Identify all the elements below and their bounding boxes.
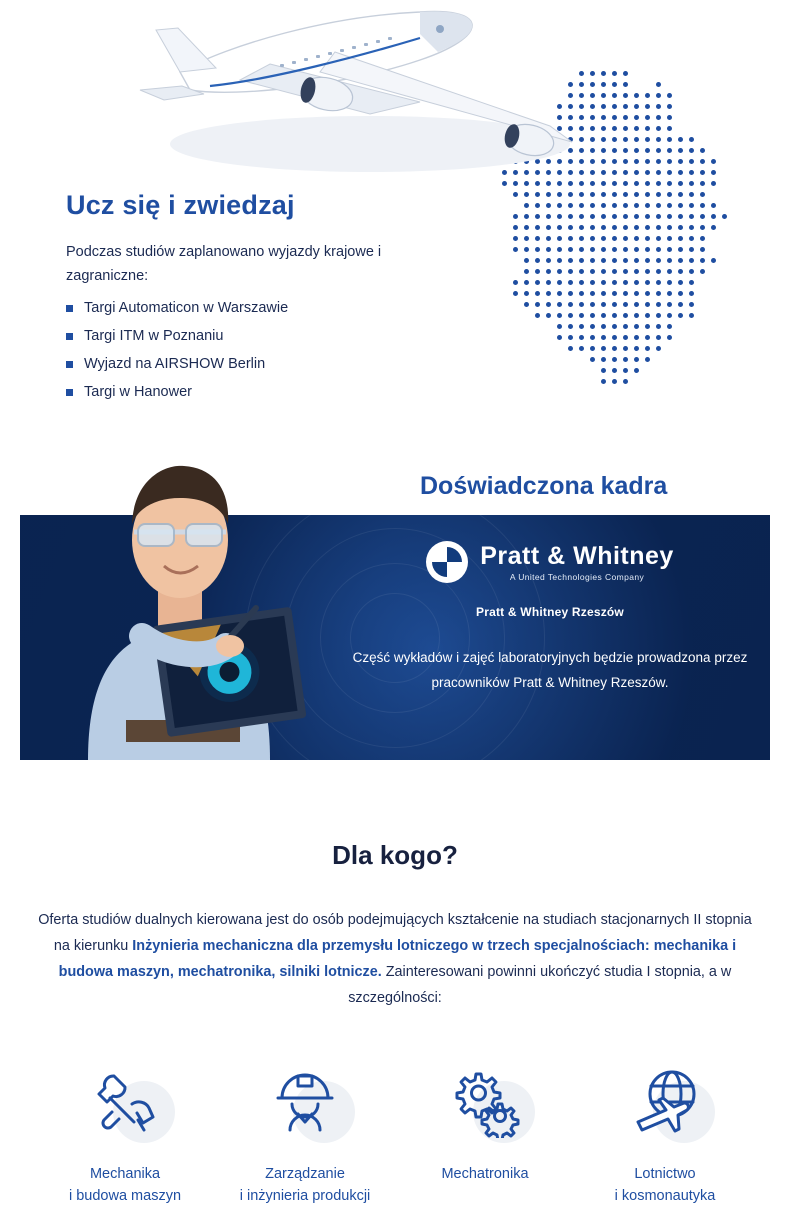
list-item (66, 380, 288, 405)
field-label-line1: Mechatronika (441, 1166, 529, 1182)
target-text-bold: Inżynieria mechaniczna dla przemysłu lotniczego w trzech specjalnościach: mechanika i budowa maszyn, mechatronika, silniki lotnicze. (58, 938, 737, 980)
field-label (225, 1163, 385, 1207)
field-item-lotnictwo (585, 1053, 745, 1207)
instructor-photo (30, 420, 330, 760)
bullet-icon (66, 333, 73, 340)
travel-heading: Ucz się i zwiedzaj (66, 190, 295, 220)
bullet-icon (66, 361, 73, 368)
field-label (585, 1163, 745, 1207)
bullet-icon (66, 305, 73, 312)
plane-globe-icon (628, 1064, 702, 1138)
field-label (405, 1163, 565, 1185)
icon-box (585, 1053, 745, 1149)
list-item-label: Wyjazd na AIRSHOW Berlin (84, 356, 266, 372)
travel-list (66, 296, 288, 408)
pratt-whitney-subtitle: Pratt & Whitney Rzeszów (476, 605, 624, 619)
travel-subtitle: Podczas studiów zaplanowano wyjazdy krajowe i zagraniczne: (66, 244, 382, 284)
target-description (30, 907, 760, 1011)
list-item-label: Targi ITM w Poznaniu (84, 328, 224, 344)
list-item-label: Targi w Hanower (84, 384, 192, 400)
pratt-whitney-name: Pratt & Whitney (480, 541, 674, 570)
list-item-label: Targi Automaticon w Warszawie (84, 300, 289, 316)
field-item-mechatronika (405, 1053, 565, 1207)
icon-box (45, 1053, 205, 1149)
gears-icon (448, 1064, 522, 1138)
list-item (66, 324, 288, 349)
staff-heading: Doświadczona kadra (420, 472, 668, 500)
icon-box (225, 1053, 385, 1149)
travel-section (0, 0, 790, 420)
wrench-hand-icon (88, 1064, 162, 1138)
field-label (45, 1163, 205, 1207)
engineer-helmet-icon (268, 1064, 342, 1138)
field-item-zarzadzanie (225, 1053, 385, 1207)
field-label-line1: Lotnictwo (634, 1166, 696, 1182)
bullet-icon (66, 389, 73, 396)
field-label-line1: Zarządzanie (265, 1166, 345, 1182)
field-label-line1: Mechanika (89, 1166, 161, 1182)
list-item (66, 352, 288, 377)
field-label-line2: i budowa maszyn (68, 1188, 182, 1204)
target-text-part1: Oferta studiów dualnych kierowana jest do osób podejmujących kształcenie na studiach stacjonarnych II stopnia na kierunku (38, 912, 752, 954)
pratt-whitney-tagline: A United Technologies Company (509, 571, 645, 582)
icon-box (405, 1053, 565, 1149)
field-item-mechanika (45, 1053, 205, 1207)
list-item (66, 296, 288, 321)
staff-section (0, 420, 790, 790)
field-label-line2: i inżynieria produkcji (239, 1188, 371, 1204)
field-icons-row (45, 1053, 745, 1207)
pratt-whitney-logo-icon (426, 541, 468, 583)
target-audience-section (0, 790, 790, 1204)
field-label-line2: i kosmonautyka (614, 1188, 716, 1204)
airplane-illustration (120, 0, 590, 194)
target-heading: Dla kogo? (332, 840, 458, 870)
target-text-part2: Zainteresowani powinni ukończyć studia I stopnia, a w szczególności: (348, 964, 732, 1006)
staff-description: Część wykładów i zajęć laboratoryjnych będzie prowadzona przez pracowników Pratt & Whitney Rzeszów. (352, 650, 748, 690)
